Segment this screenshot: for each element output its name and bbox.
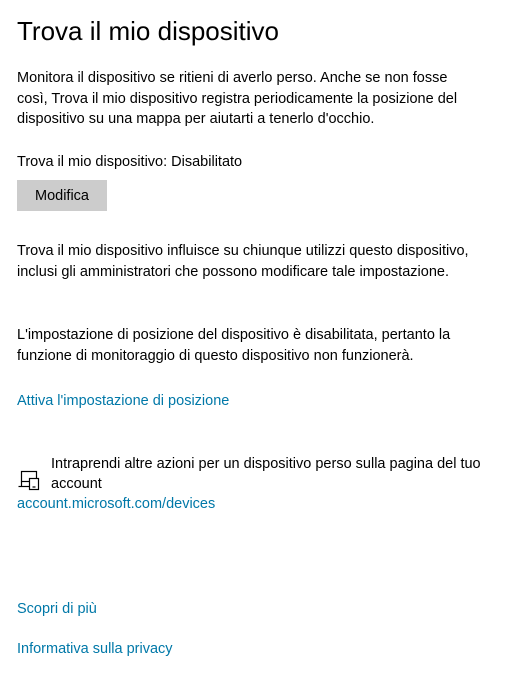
- devices-icon: [17, 469, 41, 491]
- status-text: Trova il mio dispositivo: Disabilitato: [17, 154, 243, 170]
- other-actions-text: Intraprendi altre azioni per un dispositivo perso sulla pagina del tuo account: [51, 456, 481, 492]
- location-warning-text: L'impostazione di posizione del dispositivo è disabilitata, pertanto la funzione di monitoraggio di questo dispositivo non funzionerà.: [17, 327, 451, 364]
- page-title: Trova il mio dispositivo: [17, 16, 280, 46]
- learn-more-link[interactable]: Scopri di più: [17, 601, 97, 617]
- modify-button[interactable]: Modifica: [17, 180, 107, 211]
- privacy-statement-link[interactable]: Informativa sulla privacy: [17, 641, 173, 657]
- account-devices-link[interactable]: account.microsoft.com/devices: [17, 496, 216, 512]
- affects-text: Trova il mio dispositivo influisce su chiunque utilizzi questo dispositivo, inclusi gli amministratori che possono modificare tale impostazione.: [17, 243, 469, 280]
- description-text: Monitora il dispositivo se ritieni di averlo perso. Anche se non fosse così, Trova il mio dispositivo registra periodicamente la posizione del dispositivo su una mappa per aiutarti a tenerlo d'occhio.: [17, 70, 458, 127]
- enable-location-link[interactable]: Attiva l'impostazione di posizione: [17, 393, 230, 409]
